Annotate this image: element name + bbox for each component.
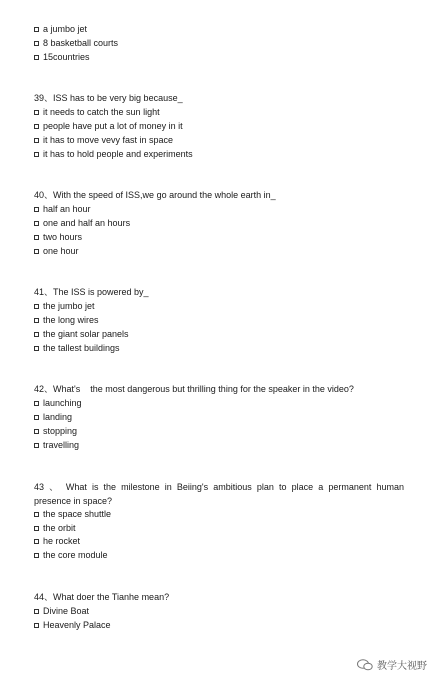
- checkbox-icon: [34, 332, 39, 337]
- option-43-4[interactable]: [34, 550, 108, 561]
- option-label: the tallest buildings: [43, 343, 120, 353]
- checkbox-icon: [34, 152, 39, 157]
- checkbox-icon: [34, 249, 39, 254]
- checkbox-icon: [34, 401, 39, 406]
- option-label: people have put a lot of money in it: [43, 121, 183, 131]
- checkbox-icon: [34, 124, 39, 129]
- question-41: 41、The ISS is powered by_: [34, 287, 149, 297]
- checkbox-icon: [34, 553, 39, 558]
- option-40-2[interactable]: [34, 218, 130, 229]
- option-label: the jumbo jet: [43, 301, 95, 311]
- option-top-3[interactable]: [34, 52, 90, 63]
- checkbox-icon: [34, 110, 39, 115]
- option-44-1[interactable]: [34, 606, 89, 617]
- option-41-4[interactable]: [34, 343, 120, 354]
- option-41-2[interactable]: [34, 315, 99, 326]
- option-label: 15countries: [43, 52, 90, 62]
- checkbox-icon: [34, 512, 39, 517]
- option-42-2[interactable]: [34, 412, 72, 423]
- option-label: it has to move vevy fast in space: [43, 135, 174, 145]
- option-label: landing: [43, 412, 73, 422]
- option-label: it needs to catch the sun light: [43, 107, 160, 117]
- checkbox-icon: [34, 41, 39, 46]
- option-label: 8 basketball courts: [43, 38, 119, 48]
- question-43: 43 、 What is the milestone in Beiing's ambitious plan to place a permanent human presence in space?: [34, 482, 404, 506]
- checkbox-icon: [34, 539, 39, 544]
- checkbox-icon: [34, 138, 39, 143]
- option-43-1[interactable]: [34, 509, 111, 520]
- option-label: launching: [43, 398, 82, 408]
- checkbox-icon: [34, 429, 39, 434]
- option-43-2[interactable]: [34, 523, 76, 534]
- checkbox-icon: [34, 415, 39, 420]
- option-40-4[interactable]: [34, 246, 79, 257]
- option-42-1[interactable]: [34, 398, 82, 409]
- checkbox-icon: [34, 221, 39, 226]
- question-40: 40、With the speed of ISS,we go around the whole earth in_: [34, 190, 276, 200]
- option-label: a jumbo jet: [43, 24, 88, 34]
- question-39: 39、ISS has to be very big because_: [34, 93, 183, 103]
- checkbox-icon: [34, 207, 39, 212]
- option-label: half an hour: [43, 204, 91, 214]
- checkbox-icon: [34, 55, 39, 60]
- option-label: the core module: [43, 550, 108, 560]
- option-label: the long wires: [43, 315, 99, 325]
- option-42-4[interactable]: [34, 440, 79, 451]
- option-40-1[interactable]: [34, 204, 91, 215]
- checkbox-icon: [34, 318, 39, 323]
- option-39-3[interactable]: [34, 135, 173, 146]
- checkbox-icon: [34, 304, 39, 309]
- checkbox-icon: [34, 235, 39, 240]
- checkbox-icon: [34, 346, 39, 351]
- option-label: travelling: [43, 440, 80, 450]
- option-label: he rocket: [43, 536, 81, 546]
- option-41-1[interactable]: [34, 301, 95, 312]
- watermark-text: 教学大视野: [377, 661, 427, 672]
- checkbox-icon: [34, 526, 39, 531]
- wechat-icon: [357, 659, 373, 671]
- option-39-4[interactable]: [34, 149, 193, 160]
- option-label: Divine Boat: [43, 606, 90, 616]
- question-44: 44、What doer the Tianhe mean?: [34, 592, 170, 602]
- checkbox-icon: [34, 27, 39, 32]
- option-label: Heavenly Palace: [43, 620, 111, 630]
- option-40-3[interactable]: [34, 232, 82, 243]
- option-label: it has to hold people and experiments: [43, 149, 193, 159]
- option-top-1[interactable]: [34, 24, 87, 35]
- option-label: the orbit: [43, 523, 76, 533]
- option-top-2[interactable]: [34, 38, 118, 49]
- option-label: two hours: [43, 232, 83, 242]
- option-41-3[interactable]: [34, 329, 129, 340]
- option-label: the giant solar panels: [43, 329, 129, 339]
- option-42-3[interactable]: [34, 426, 77, 437]
- question-42: 42、What's the most dangerous but thrilling thing for the speaker in the video?: [34, 384, 354, 394]
- option-label: stopping: [43, 426, 78, 436]
- watermark: [357, 657, 427, 672]
- option-label: one and half an hours: [43, 218, 131, 228]
- option-44-2[interactable]: [34, 620, 111, 631]
- option-label: the space shuttle: [43, 509, 112, 519]
- checkbox-icon: [34, 609, 39, 614]
- checkbox-icon: [34, 443, 39, 448]
- option-label: one hour: [43, 246, 79, 256]
- option-43-3[interactable]: [34, 536, 80, 547]
- option-39-1[interactable]: [34, 107, 160, 118]
- option-39-2[interactable]: [34, 121, 183, 132]
- checkbox-icon: [34, 623, 39, 628]
